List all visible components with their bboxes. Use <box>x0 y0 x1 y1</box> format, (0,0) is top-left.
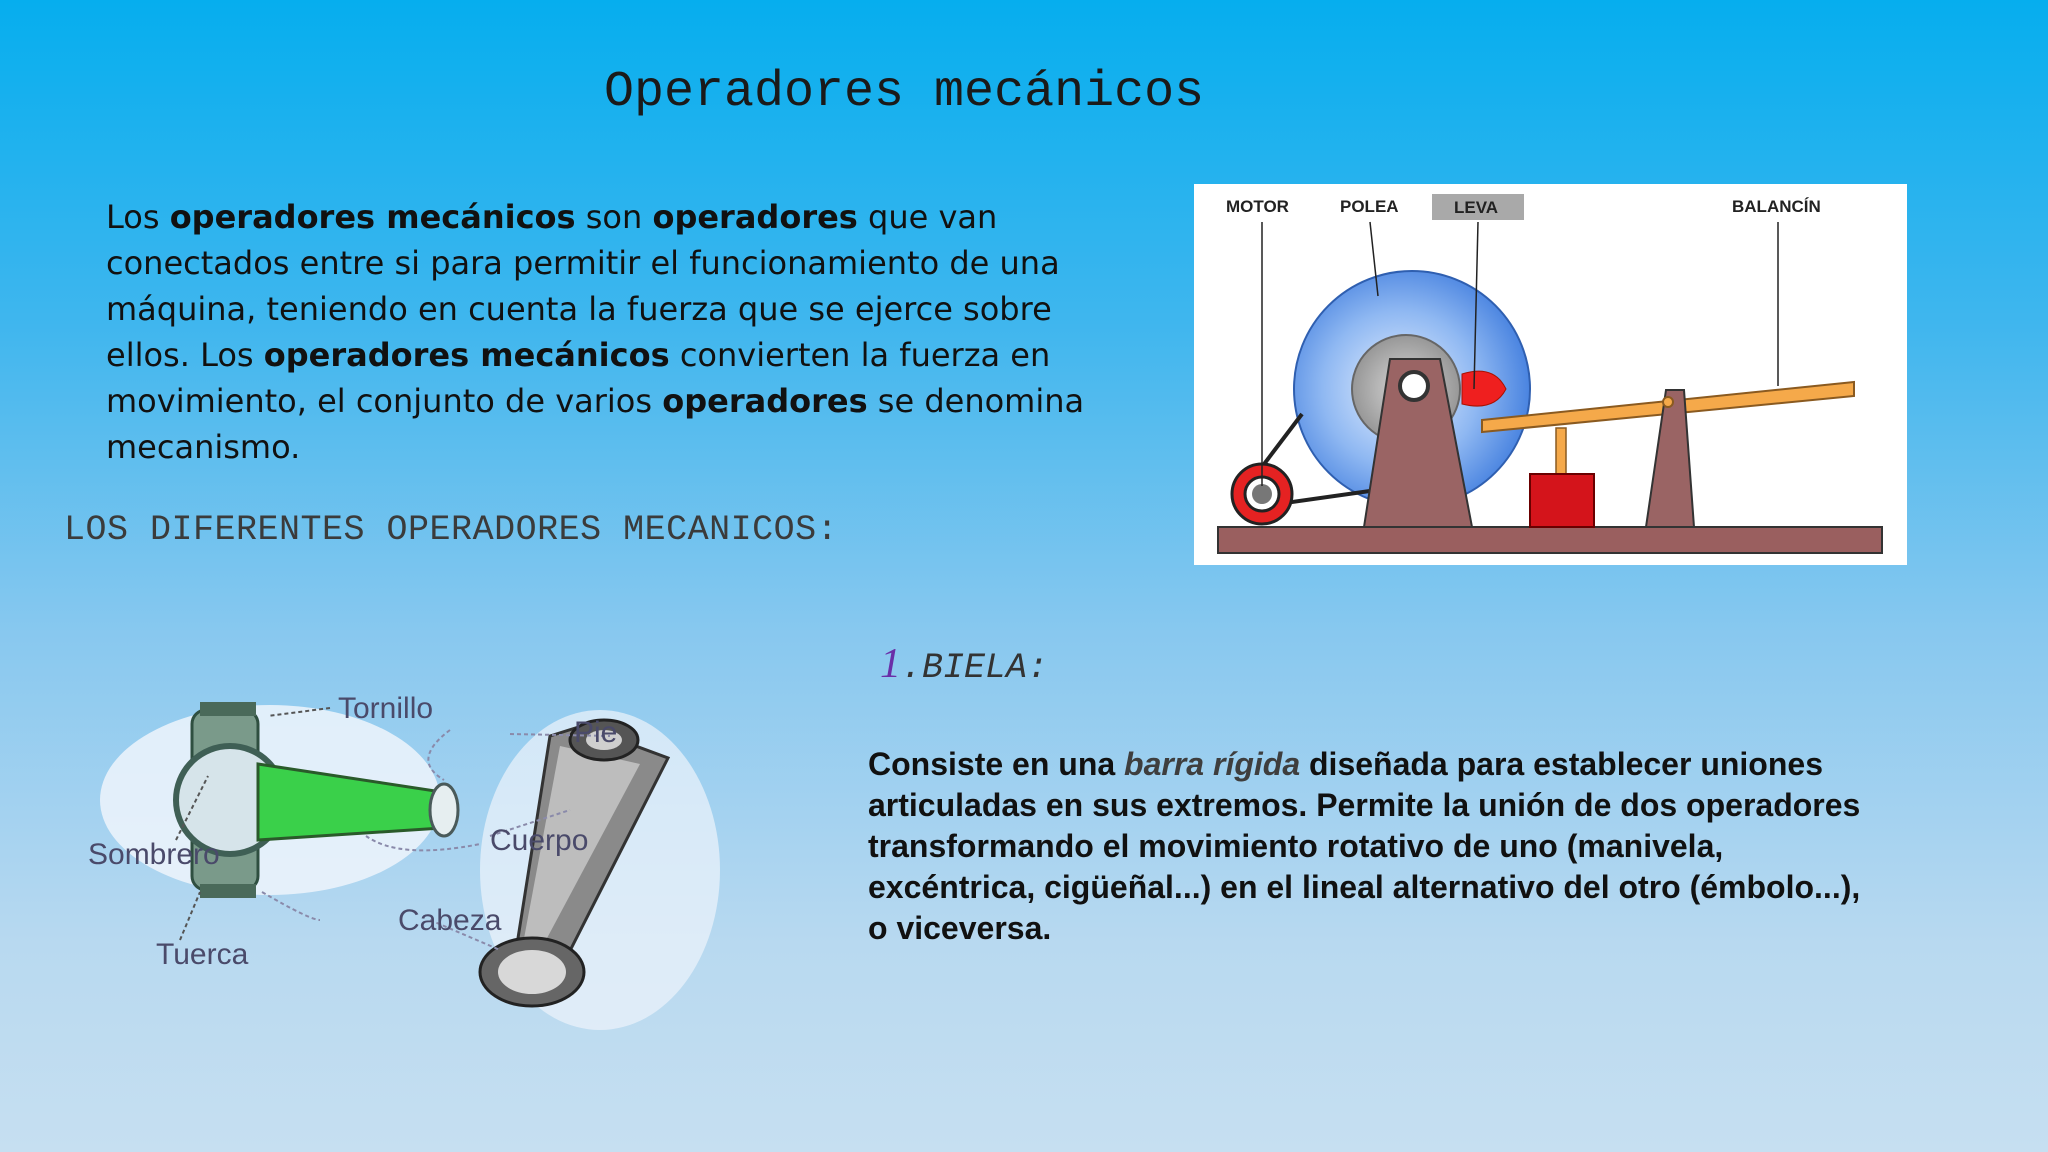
intro-bold-2: operadores <box>652 198 858 236</box>
section-heading: LOS DIFERENTES OPERADORES MECANICOS: <box>64 510 839 550</box>
label-sombrero: Sombrero <box>88 838 220 871</box>
intro-text-1: Los <box>106 198 170 236</box>
intro-text-2: son <box>575 198 653 236</box>
bolt-bottom <box>200 884 256 898</box>
label-tuerca: Tuerca <box>156 938 249 971</box>
rocker-pivot-pin <box>1663 397 1673 407</box>
biela-title: .BIELA: <box>901 648 1049 688</box>
motor-axle <box>1252 484 1272 504</box>
label-tornillo: Tornillo <box>338 692 434 725</box>
biela-heading <box>880 640 1048 688</box>
biela-text-after: diseñada para establecer uniones articuladas en sus extremos. Permite la unión de dos operadores transformando el movimiento rotativo de uno (manivela, excéntrica, cigüeñal...) en el lineal alternativo del otro (émbolo...), o viceversa. <box>868 746 1861 946</box>
biela-text-before: Consiste en una <box>868 746 1125 782</box>
intro-text-5: se denomina mecanismo. <box>106 382 1085 466</box>
label-balancin: BALANCÍN <box>1732 197 1821 216</box>
intro-bold-1: operadores mecánicos <box>169 198 576 236</box>
intro-paragraph <box>106 194 1116 470</box>
label-leva: LEVA <box>1454 198 1499 217</box>
slide-title: Operadores mecánicos <box>604 64 1205 121</box>
biela-number: 1 <box>880 641 901 687</box>
follower-weight <box>1530 474 1594 527</box>
support-pin <box>1400 372 1428 400</box>
machine-diagram <box>1194 184 1907 565</box>
label-cuerpo: Cuerpo <box>490 824 589 857</box>
biela-description <box>868 744 1868 949</box>
small-end <box>430 784 458 836</box>
machine-diagram-svg <box>1194 184 1907 565</box>
biela-text-emph: barra rígida <box>1124 746 1301 782</box>
base-plate <box>1218 527 1882 553</box>
label-polea: POLEA <box>1340 197 1399 216</box>
label-pie: Pie <box>574 716 618 749</box>
rod-3d-big-bore <box>498 950 566 994</box>
intro-bold-3: operadores mecánicos <box>263 336 670 374</box>
connecting-rod-svg <box>80 680 760 1030</box>
pointer-tuerca <box>180 892 200 940</box>
intro-text-3: que van conectados entre si para permitir el funcionamiento de una máquina, teniendo en cuenta la fuerza que se ejerce sobre ellos. Los <box>106 198 1060 374</box>
intro-bold-4: operadores <box>662 382 868 420</box>
connecting-rod-diagram <box>80 680 760 1030</box>
label-motor: MOTOR <box>1226 197 1289 216</box>
intro-text-4: convierten la fuerza en movimiento, el conjunto de varios <box>106 336 1051 420</box>
label-cabeza: Cabeza <box>398 904 502 937</box>
bolt-top <box>200 702 256 716</box>
